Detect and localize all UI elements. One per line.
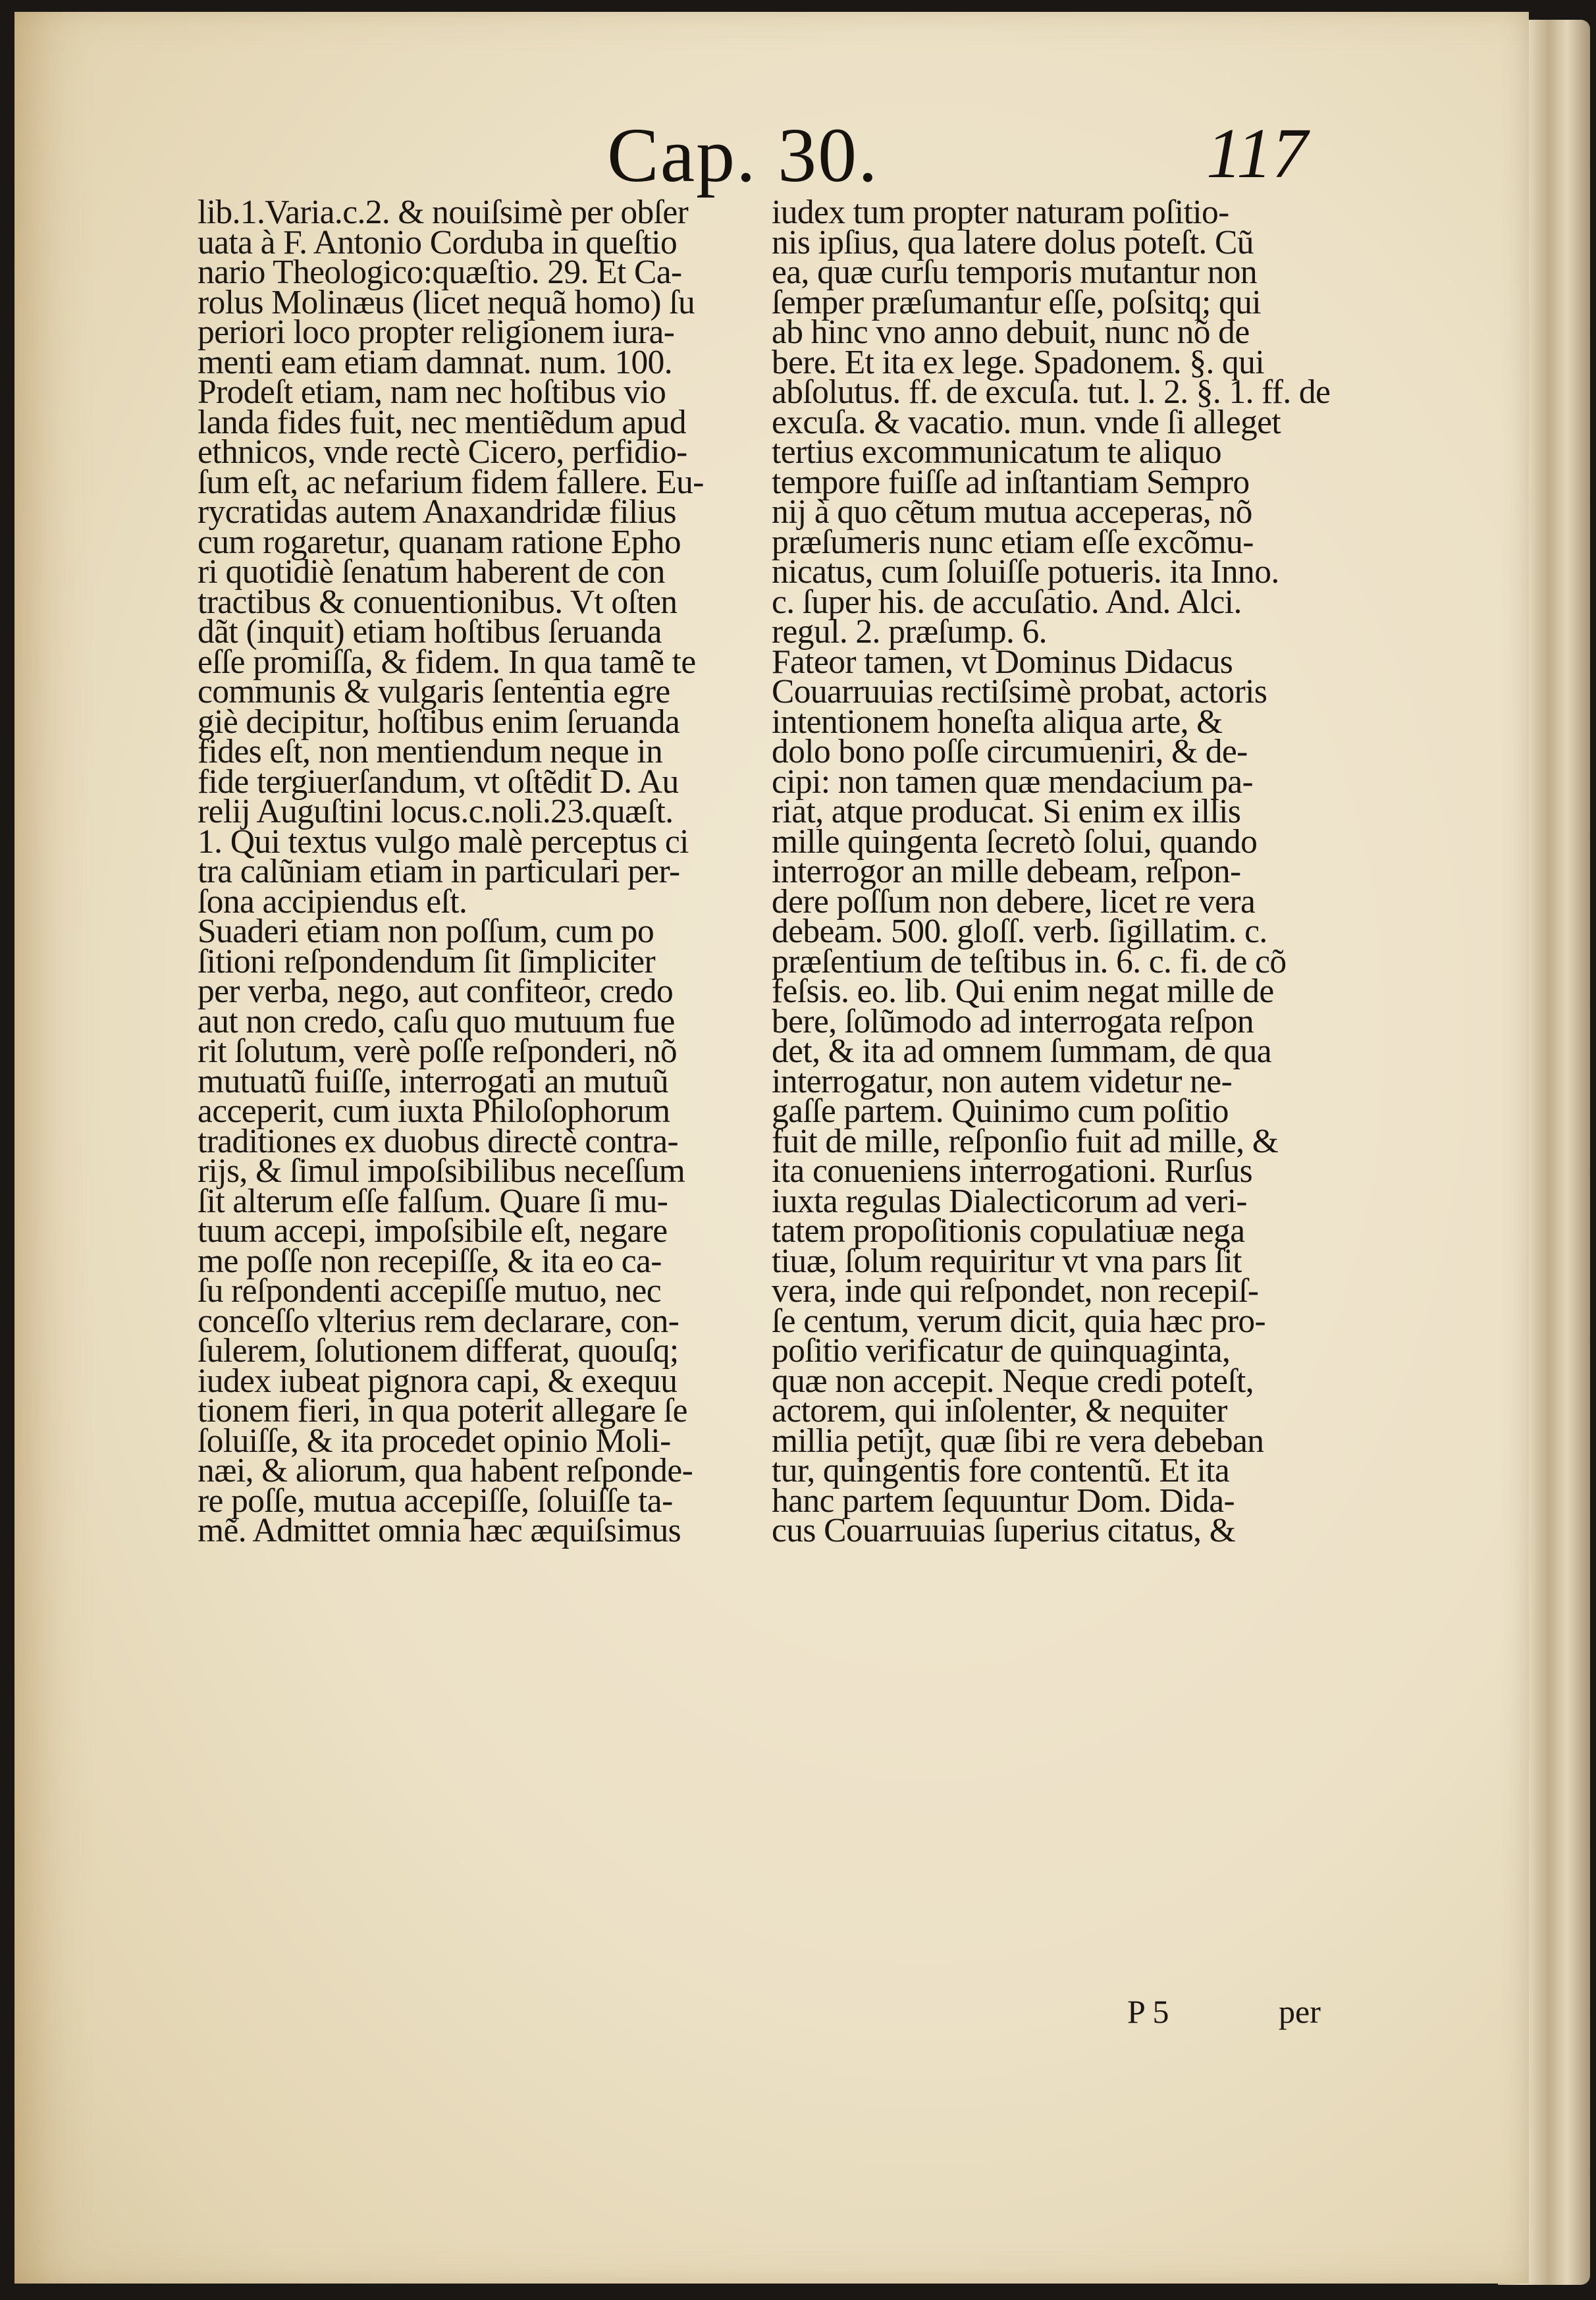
text-line: næi, & aliorum, qua habent reſponde- bbox=[198, 1452, 693, 1489]
text-line: fide tergiuerſandum, vt oſtẽdit D. Au bbox=[198, 762, 679, 801]
text-line: dãt (inquit) etiam hoſtibus ſeruanda bbox=[198, 613, 662, 651]
text-line: lib.1.Varia.c.2. & nouiſsimè per obſer bbox=[198, 194, 689, 231]
text-line: rolus Molinæus (licet nequã homo) ſu bbox=[198, 283, 695, 321]
text-line: aut non credo, caſu quo mutuum fue bbox=[198, 1002, 675, 1040]
text-line: 1. Qui textus vulgo malè perceptus ci bbox=[198, 822, 689, 861]
text-line: nicatus, cum ſoluiſſe potueris. ita Inno. bbox=[772, 553, 1279, 591]
text-line: tionem fieri, in qua poterit allegare ſe bbox=[198, 1392, 687, 1430]
text-line: relij Auguſtini locus.c.noli.23.quæſt. bbox=[198, 793, 674, 830]
catchword: per bbox=[1279, 1993, 1321, 2030]
text-line: acceperit, cum iuxta Philoſophorum bbox=[198, 1092, 670, 1130]
book-page bbox=[14, 12, 1529, 2284]
text-line: actorem, qui inſolenter, & nequiter bbox=[772, 1392, 1227, 1430]
text-line: dolo bono poſſe circumueniri, & de- bbox=[772, 733, 1248, 770]
text-line: tiuæ, ſolum requiritur vt vna pars ſit bbox=[772, 1242, 1242, 1280]
text-line: ſona accipiendus eſt. bbox=[198, 882, 467, 921]
text-line: mutuatũ fuiſſe, interrogati an mutuũ bbox=[198, 1062, 668, 1100]
text-line: nij à quo cẽtum mutua acceperas, nõ bbox=[772, 493, 1252, 531]
text-line: cum rogaretur, quanam ratione Epho bbox=[198, 523, 681, 561]
text-line: ab hinc vno anno debuit, nunc nõ de bbox=[772, 313, 1250, 351]
text-line: per verba, nego, aut confiteor, credo bbox=[198, 973, 674, 1010]
text-line: me poſſe non recepiſſe, & ita eo ca- bbox=[198, 1242, 662, 1280]
right-text-column bbox=[772, 194, 1331, 1549]
text-line: re poſſe, mutua accepiſſe, ſoluiſſe ta- bbox=[198, 1482, 673, 1520]
text-line: quæ non accepit. Neque credi poteſt, bbox=[772, 1362, 1254, 1400]
text-line: ſitioni reſpondendum ſit ſimpliciter bbox=[198, 942, 655, 980]
text-line: ſulerem, ſolutionem differat, quouſq; bbox=[198, 1332, 679, 1370]
text-line: nis ipſius, qua latere dolus poteſt. Cũ bbox=[772, 223, 1254, 261]
text-line: conceſſo vlterius rem declarare, con- bbox=[198, 1302, 679, 1340]
text-line: interrogor an mille debeam, reſpon- bbox=[772, 853, 1241, 890]
text-line: traditiones ex duobus directè contra- bbox=[198, 1122, 679, 1160]
text-line: periori loco propter religionem iura- bbox=[198, 313, 675, 351]
text-line: tatem propoſitionis copulatiuæ nega bbox=[772, 1212, 1245, 1250]
folio-number: 117 bbox=[1206, 115, 1308, 193]
text-line: iuxta regulas Dialecticorum ad veri- bbox=[772, 1182, 1247, 1220]
text-line: ea, quæ curſu temporis mutantur non bbox=[772, 254, 1258, 291]
text-line: Fateor tamen, vt Dominus Didacus bbox=[772, 643, 1233, 681]
chapter-heading: Cap. 30. bbox=[607, 112, 879, 198]
text-line: iudex iubeat pignora capi, & exequu bbox=[198, 1362, 678, 1400]
text-line: riat, atque producat. Si enim ex illis bbox=[772, 793, 1241, 830]
text-line: Prodeſt etiam, nam nec hoſtibus vio bbox=[198, 373, 666, 411]
text-line: debeam. 500. gloſſ. verb. ſigillatim. c. bbox=[772, 913, 1267, 950]
text-line: poſitio verificatur de quinquaginta, bbox=[772, 1332, 1231, 1370]
text-line: mille quingenta ſecretò ſolui, quando bbox=[772, 822, 1258, 861]
text-line: millia petijt, quæ ſibi re vera debeban bbox=[772, 1422, 1264, 1460]
text-line: ſu reſpondenti accepiſſe mutuo, nec bbox=[198, 1272, 662, 1310]
text-line: tractibus & conuentionibus. Vt oſten bbox=[198, 583, 678, 621]
text-line: ſum eſt, ac nefarium fidem fallere. Eu- bbox=[198, 463, 704, 501]
text-line: tertius excommunicatum te aliquo bbox=[772, 433, 1222, 471]
text-line: excuſa. & vacatio. mun. vnde ſi alleget bbox=[772, 403, 1281, 441]
text-line: fuit de mille, reſponſio fuit ad mille, & bbox=[772, 1122, 1279, 1160]
signature-mark: P 5 bbox=[1127, 1993, 1169, 2030]
text-line: cipi: non tamen quæ mendacium pa- bbox=[772, 762, 1254, 801]
left-text-column bbox=[198, 194, 757, 1549]
text-line: ſemper præſumantur eſſe, poſsitq; qui bbox=[772, 283, 1262, 321]
text-line: giè decipitur, hoſtibus enim ſeruanda bbox=[198, 703, 680, 741]
text-line: abſolutus. ff. de excuſa. tut. l. 2. §. 1. ff. de bbox=[772, 373, 1331, 411]
text-line: fides eſt, non mentiendum neque in bbox=[198, 733, 663, 770]
text-line: tur, quingentis fore contentũ. Et ita bbox=[772, 1452, 1230, 1489]
text-line: ſoluiſſe, & ita procedet opinio Moli- bbox=[198, 1422, 671, 1460]
text-line: rit ſolutum, verè poſſe reſponderi, nõ bbox=[198, 1032, 678, 1070]
text-line: ethnicos, vnde rectè Cicero, perfidio- bbox=[198, 433, 687, 471]
text-line: eſſe promiſſa, & fidem. In qua tamẽ te bbox=[198, 643, 696, 681]
text-line: nario Theologico:quæſtio. 29. Et Ca- bbox=[198, 254, 682, 291]
text-line: ſe centum, verum dicit, quia hæc pro- bbox=[772, 1302, 1266, 1340]
text-line: tuum accepi, impoſsibile eſt, negare bbox=[198, 1212, 668, 1250]
text-line: dere poſſum non debere, licet re vera bbox=[772, 882, 1256, 921]
text-line: interrogatur, non autem videtur ne- bbox=[772, 1062, 1233, 1100]
text-line: rijs, & ſimul impoſsibilibus neceſſum bbox=[198, 1152, 685, 1190]
page-footer bbox=[772, 1992, 1331, 2032]
text-line: Couarruuias rectiſsimè probat, actoris bbox=[772, 673, 1267, 710]
text-line: bere, ſolũmodo ad interrogata reſpon bbox=[772, 1002, 1254, 1040]
text-line: cus Couarruuias ſuperius citatus, & bbox=[772, 1512, 1236, 1549]
text-line: regul. 2. præſump. 6. bbox=[772, 613, 1047, 651]
text-line: mẽ. Admittet omnia hæc æquiſsimus bbox=[198, 1512, 681, 1549]
text-line: Suaderi etiam non poſſum, cum po bbox=[198, 913, 654, 950]
text-line: præſumeris nunc etiam eſſe excõmu- bbox=[772, 523, 1254, 561]
text-line: menti eam etiam damnat. num. 100. bbox=[198, 343, 673, 381]
text-line: iudex tum propter naturam poſitio- bbox=[772, 194, 1229, 231]
text-line: ſit alterum eſſe falſum. Quare ſi mu- bbox=[198, 1182, 668, 1220]
text-line: gaſſe partem. Quinimo cum poſitio bbox=[772, 1092, 1229, 1130]
text-line: ri quotidiè ſenatum haberent de con bbox=[198, 553, 665, 591]
text-line: hanc partem ſequuntur Dom. Dida- bbox=[772, 1482, 1235, 1520]
text-line: intentionem honeſta aliqua arte, & bbox=[772, 703, 1223, 741]
text-line: c. ſuper his. de accuſatio. And. Alci. bbox=[772, 583, 1242, 621]
text-line: ita conueniens interrogationi. Rurſus bbox=[772, 1152, 1253, 1190]
text-line: bere. Et ita ex lege. Spadonem. §. qui bbox=[772, 343, 1265, 381]
text-line: det, & ita ad omnem ſummam, de qua bbox=[772, 1032, 1272, 1070]
text-line: landa fides fuit, nec mentiẽdum apud bbox=[198, 403, 687, 441]
text-line: rycratidas autem Anaxandridæ filius bbox=[198, 493, 676, 531]
text-line: uata à F. Antonio Corduba in queſtio bbox=[198, 223, 678, 261]
text-line: communis & vulgaris ſententia egre bbox=[198, 673, 670, 710]
text-line: præſentium de teſtibus in. 6. c. fi. de cõ bbox=[772, 942, 1287, 980]
text-line: tempore fuiſſe ad inſtantiam Sempro bbox=[772, 463, 1250, 501]
text-line: feſsis. eo. lib. Qui enim negat mille de bbox=[772, 973, 1274, 1010]
text-line: vera, inde qui reſpondet, non recepiſ- bbox=[772, 1272, 1259, 1310]
text-line: tra calũniam etiam in particulari per- bbox=[198, 853, 680, 890]
